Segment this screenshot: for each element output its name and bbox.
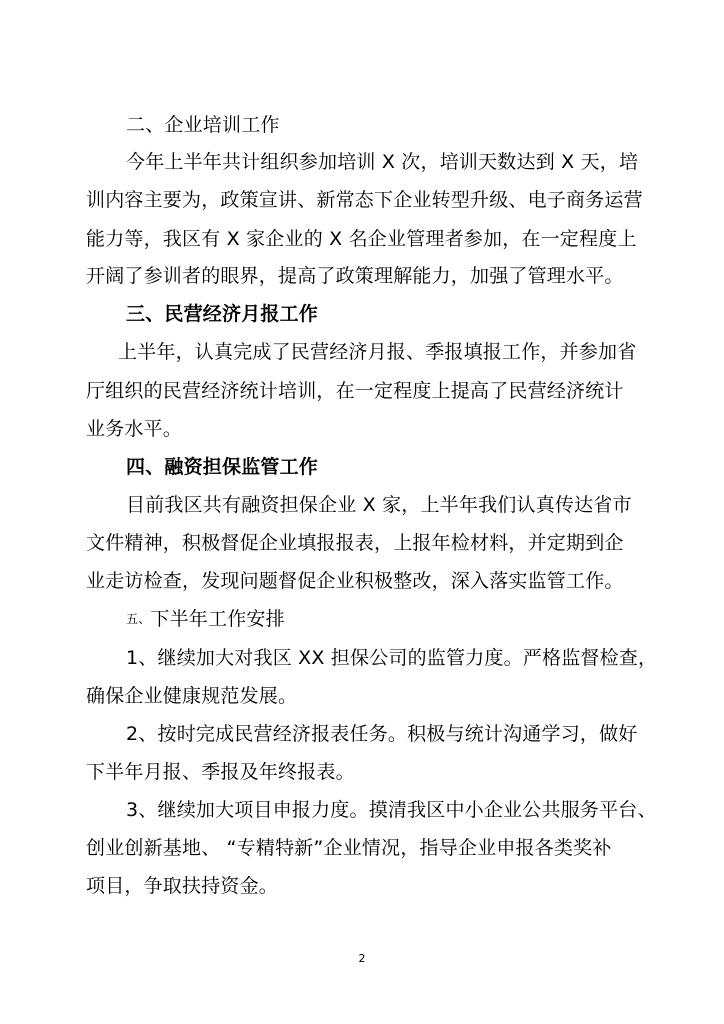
section-heading-guarantee: 四、融资担保监管工作 [126,456,319,478]
paragraph-line: 厅组织的民营经济统计培训，在一定程度上提高了民营经济统计 [86,380,624,402]
page-number: 2 [358,952,366,965]
paragraph-line: 上半年，认真完成了民营经济月报、季报填报工作，并参加省 [118,341,637,363]
list-item-line: 确保企业健康规范发展。 [86,685,298,707]
paragraph-line: 开阔了参训者的眼界，提高了政策理解能力，加强了管理水平。 [86,265,624,287]
paragraph-line: 今年上半年共计组织参加培训 X 次，培训天数达到 X 天，培 [126,151,639,173]
list-item-line: 项目，争取扶持资金。 [86,875,279,897]
paragraph-line: 能力等，我区有 X 家企业的 X 名企业管理者参加，在一定程度上 [86,228,637,250]
section-heading-text: 下半年工作安排 [150,608,285,630]
list-item-line: 创业创新基地、 “专精特新”企业情况，指导企业申报各类奖补 [86,837,612,859]
list-item-line: 下半年月报、季报及年终报表。 [86,761,355,783]
section-heading-monthly-report: 三、民营经济月报工作 [126,303,319,325]
paragraph-line: 目前我区共有融资担保企业 X 家，上半年我们认真传达省市 [126,494,632,516]
list-item-line: 2、按时完成民营经济报表任务。积极与统计沟通学习，做好 [126,723,638,745]
paragraph-line: 训内容主要为，政策宣讲、新常态下企业转型升级、电子商务运营 [86,189,643,211]
list-item-line: 1、继续加大对我区 XX 担保公司的监管力度。严格监督检查， [126,647,658,669]
paragraph-line: 文件精神，积极督促企业填报报表，上报年检材料，并定期到企 [86,532,624,554]
paragraph-line: 业走访检查，发现问题督促企业积极整改，深入落实监管工作。 [86,570,624,592]
section-heading-number: 五、 [126,612,151,626]
paragraph-line: 业务水平。 [86,418,183,440]
section-heading-plan [126,607,686,631]
list-item-line: 3、继续加大项目申报力度。摸清我区中小企业公共服务平台、 [126,799,657,821]
section-heading-training: 二、企业培训工作 [126,114,280,136]
